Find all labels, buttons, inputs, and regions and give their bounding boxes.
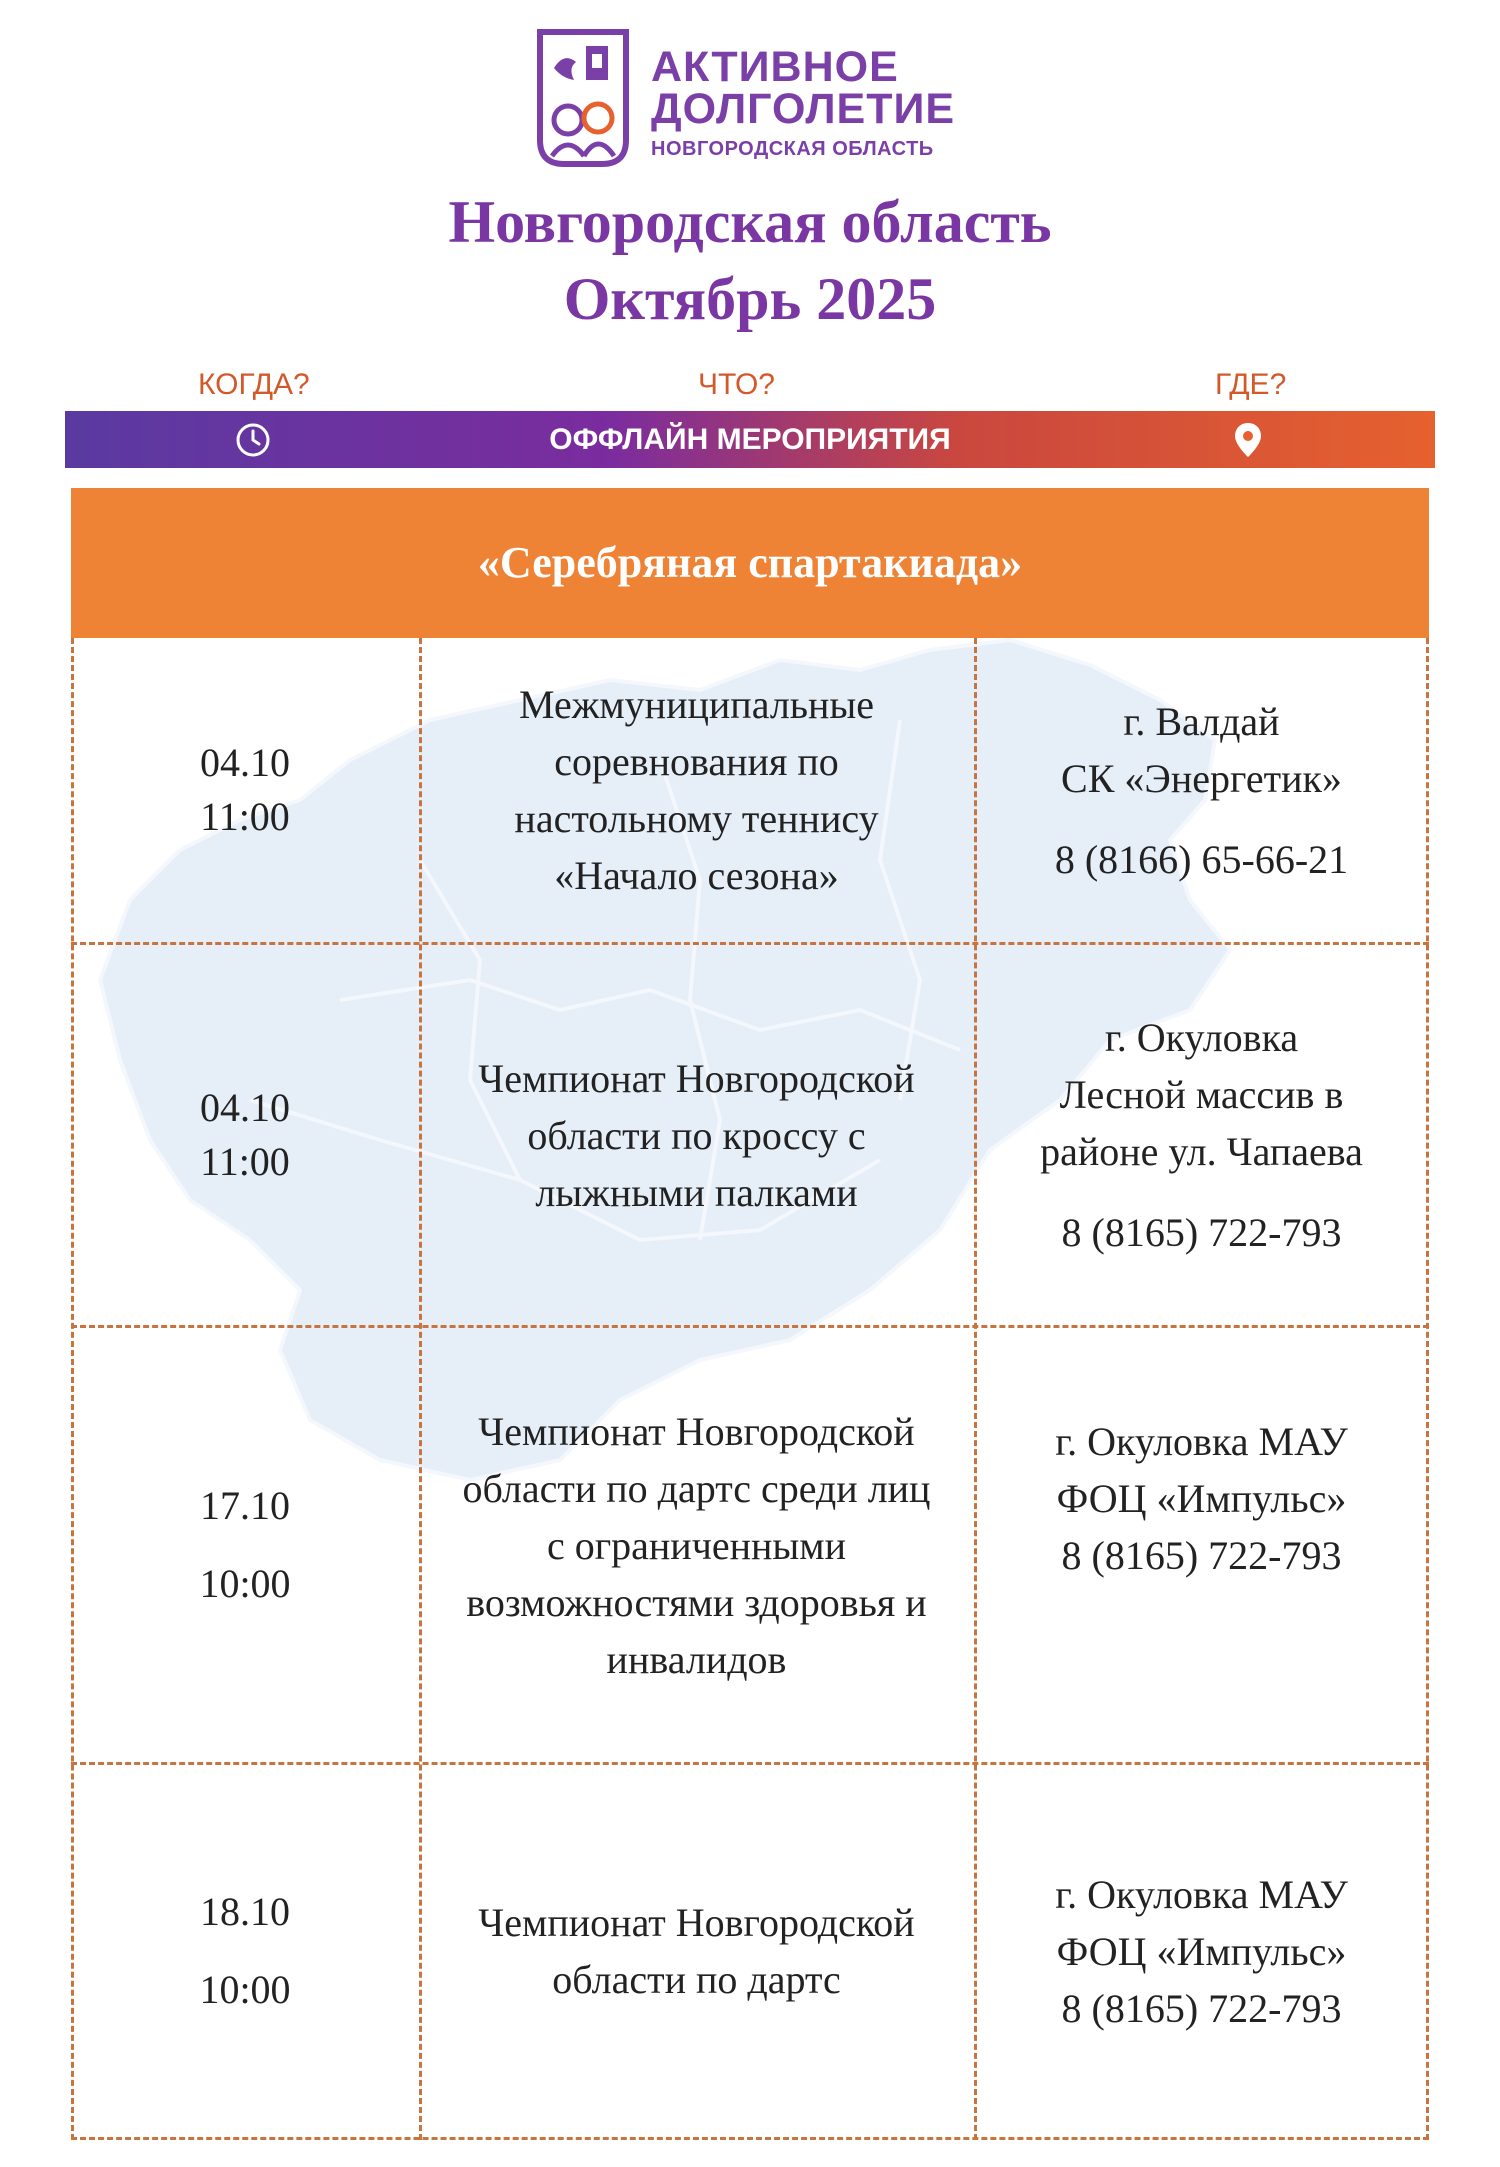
column-label-what: ЧТО?: [698, 368, 775, 401]
event-where-line: районе ул. Чапаева: [1040, 1129, 1363, 1174]
table-row: [71, 1328, 1429, 1765]
event-what-line: лыжными палками: [535, 1169, 858, 1215]
section-title: «Серебряная спартакиада»: [71, 488, 1429, 638]
event-what-line: Чемпионат Новгородской: [478, 1900, 915, 1945]
event-what: [419, 1765, 974, 2137]
event-where: [974, 1765, 1429, 2137]
event-where-line: г. Окуловка МАУ: [1055, 1871, 1348, 1917]
event-when: [71, 1328, 419, 1762]
band-title: ОФФЛАЙН МЕРОПРИЯТИЯ: [549, 423, 951, 456]
logo-line-1: АКТИВНОЕ: [651, 43, 899, 91]
event-what-line: области по дартс среди лиц: [462, 1465, 931, 1511]
event-date: 04.10: [200, 740, 290, 785]
event-what-line: области по кроссу с: [527, 1112, 866, 1158]
event-where-line: СК «Энергетик»: [1061, 755, 1342, 801]
column-label-when: КОГДА?: [198, 368, 310, 401]
event-where-line: ФОЦ «Импульс»: [1056, 1476, 1347, 1521]
event-time: 11:00: [200, 1139, 290, 1184]
event-time: 10:00: [199, 1967, 291, 2012]
event-where: [974, 1328, 1429, 1762]
event-where-line: г. Окуловка: [1104, 1015, 1299, 1060]
event-what-line: соревнования по: [554, 739, 839, 784]
event-date: 17.10: [200, 1483, 290, 1528]
event-where: [974, 638, 1429, 942]
logo-line-3: НОВГОРОДСКАЯ ОБЛАСТЬ: [651, 138, 934, 160]
event-phone: 8 (8165) 722-793: [1061, 1533, 1342, 1578]
event-what-line: Чемпионат Новгородской: [478, 1408, 915, 1454]
column-label-where: ГДЕ?: [1215, 368, 1287, 401]
event-where: [974, 945, 1429, 1325]
event-what-line: возможностями здоровья и: [466, 1579, 927, 1625]
event-phone: 8 (8166) 65-66-21: [1054, 836, 1349, 882]
event-what: [419, 1328, 974, 1762]
event-date: 18.10: [200, 1889, 290, 1934]
event-what-line: Межмуниципальные: [518, 682, 875, 727]
event-when: [71, 945, 419, 1325]
event-date: 04.10: [200, 1085, 290, 1130]
table-row: [71, 1765, 1429, 2140]
event-where-line: г. Окуловка МАУ: [1055, 1419, 1348, 1464]
page-title-region: Новгородская область: [448, 189, 1052, 255]
event-phone: 8 (8165) 722-793: [1061, 1985, 1342, 2031]
emblem-icon: [534, 28, 632, 168]
event-what-line: настольному теннису: [514, 796, 879, 841]
event-what-line: с ограниченными: [546, 1522, 846, 1568]
events-table: [71, 638, 1429, 2140]
event-phone: 8 (8165) 722-793: [1061, 1210, 1342, 1255]
event-what-line: области по дартс: [552, 1957, 841, 2002]
table-row: [71, 638, 1429, 945]
event-where-line: ФОЦ «Импульс»: [1056, 1928, 1347, 1974]
event-when: [71, 638, 419, 942]
event-when: [71, 1765, 419, 2137]
logo: [534, 28, 974, 173]
event-what: [419, 638, 974, 942]
table-row: [71, 945, 1429, 1328]
event-where-line: Лесной массив в: [1059, 1072, 1344, 1117]
event-what-line: Чемпионат Новгородской: [478, 1055, 915, 1101]
event-what-line: инвалидов: [606, 1636, 787, 1682]
event-time: 10:00: [199, 1561, 291, 1606]
event-time: 11:00: [200, 794, 290, 839]
event-what-line: «Начало сезона»: [554, 853, 839, 898]
offline-events-band: [65, 411, 1435, 468]
page-title-month: Октябрь 2025: [563, 266, 937, 332]
location-pin-icon: [1233, 421, 1263, 459]
event-where-line: г. Валдай: [1123, 698, 1280, 744]
event-what: [419, 945, 974, 1325]
logo-line-2: ДОЛГОЛЕТИЕ: [651, 85, 956, 133]
